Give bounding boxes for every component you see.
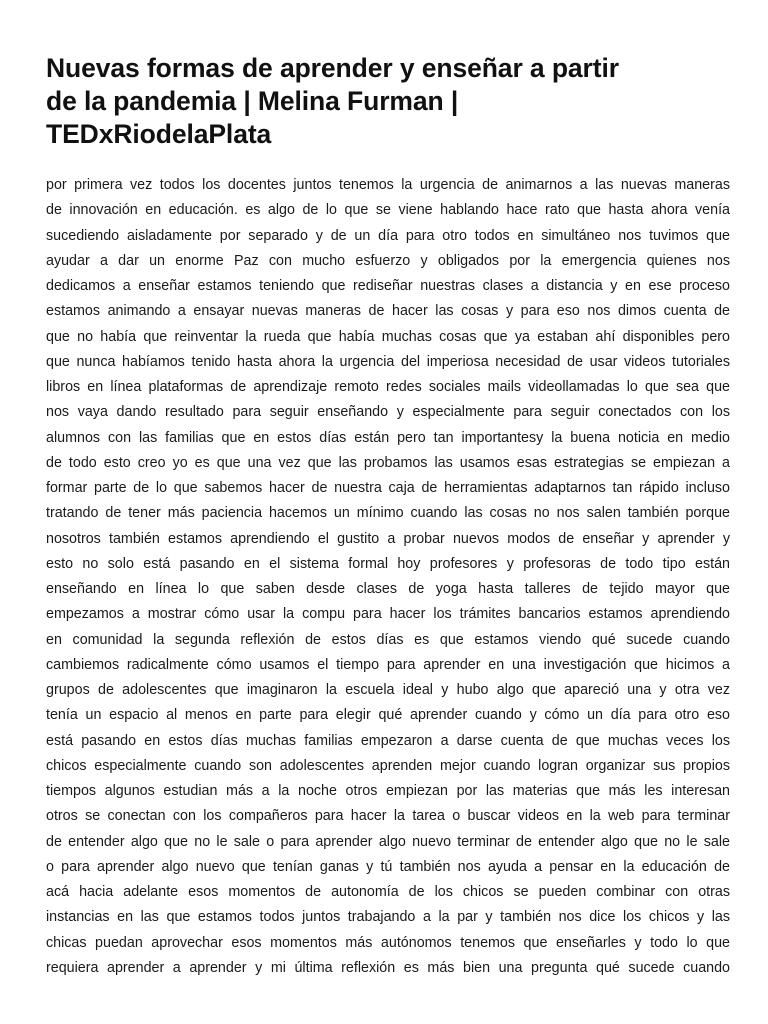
body-line: cambiemos radicalmente cómo usamos el tiempo para aprender en una investigación que hicimos a [46,656,730,673]
body-line: sucediendo aisladamente por separado y de un día para otro todos en simultáneo nos tuvimos que [46,227,730,244]
body-line: de entender algo que no le sale o para aprender algo nuevo terminar de entender algo que no le sale [46,833,730,850]
body-line: libros en línea plataformas de aprendizaje remoto redes sociales mails videollamadas lo que sea que [46,379,730,395]
document-title [46,52,730,151]
body-line: chicas puedan aprovechar esos momentos más autónomos tenemos que enseñarles y todo lo que [46,934,730,951]
body-line: formar parte de lo que sabemos hacer de nuestra caja de herramientas adaptarnos tan rápido incluso [46,480,730,496]
body-line: estamos animando a ensayar nuevas maneras de hacer las cosas y para eso nos dimos cuenta de [46,303,730,320]
body-line: tratando de tener más paciencia hacemos un mínimo cuando las cosas no nos salen también porque [46,505,730,522]
body-line: chicos especialmente cuando son adolescentes aprenden mejor cuando logran organizar sus propios [46,757,730,774]
document-body [46,173,730,981]
body-line: en comunidad la segunda reflexión de estos días es que estamos viendo qué sucede cuando [46,631,730,648]
body-line: instancias en las que estamos todos juntos trabajando a la par y también nos dice los chicos y las [46,909,730,926]
title-line: de la pandemia | Melina Furman | [46,86,459,116]
title-line: Nuevas formas de aprender y enseñar a partir [46,53,619,83]
body-line: de innovación en educación. es algo de lo que se viene hablando hace rato que hasta ahora venía [46,202,730,219]
body-line: tiempos algunos estudian más a la noche otros empiezan por las materias que más les interesan [46,783,730,799]
body-line: de todo esto creo yo es que una vez que las probamos las usamos esas estrategias se empiezan a [46,454,730,471]
body-line: grupos de adolescentes que imaginaron la escuela ideal y hubo algo que apareció una y otra vez [46,682,730,698]
title-line: TEDxRiodelaPlata [46,119,272,149]
body-line: otros se conectan con los compañeros para hacer la tarea o buscar videos en la web para terminar [46,808,730,825]
body-line: por primera vez todos los docentes juntos tenemos la urgencia de animarnos a las nuevas maneras [46,177,730,193]
body-line: que no había que reinventar la rueda que había muchas cosas que ya estaban ahí disponibles pero [46,328,730,345]
body-line: o para aprender algo nuevo que tenían ganas y tú también nos ayuda a pensar en la educación de [46,858,730,875]
body-line: que nunca habíamos tenido hasta ahora la urgencia del imperiosa necesidad de usar videos tutoriales [46,353,730,370]
body-line: enseñando en línea lo que saben desde clases de yoga hasta talleres de tejido mayor que [46,581,730,597]
body-line: requiera aprender a aprender y mi última reflexión es más bien una pregunta qué sucede cuando [46,959,730,976]
body-line: nosotros también estamos aprendiendo el gustito a probar nuevos modos de enseñar y aprender y [46,530,730,547]
document-page [46,52,730,981]
body-line: tenía un espacio al menos en parte para elegir qué aprender cuando y cómo un día para otro eso [46,707,730,724]
body-line: empezamos a mostrar cómo usar la compu para hacer los trámites bancarios estamos aprendiendo [46,606,730,623]
body-line: ayudar a dar un enorme Paz con mucho esfuerzo y obligados por la emergencia quienes nos [46,252,730,269]
body-line: nos vaya dando resultado para seguir enseñando y especialmente para seguir conectados con los [46,404,730,421]
body-line: esto no solo está pasando en el sistema formal hoy profesores y profesoras de todo tipo están [46,555,730,572]
body-line: dedicamos a enseñar estamos teniendo que rediseñar nuestras clases a distancia y en ese proceso [46,278,730,294]
body-line: acá hacia adelante esos momentos de autonomía de los chicos se pueden combinar con otras [46,884,730,900]
body-line: alumnos con las familias que en estos días están pero tan importantesy la buena noticia en medio [46,429,730,446]
body-line: está pasando en estos días muchas familias empezaron a darse cuenta de que muchas veces los [46,732,730,749]
